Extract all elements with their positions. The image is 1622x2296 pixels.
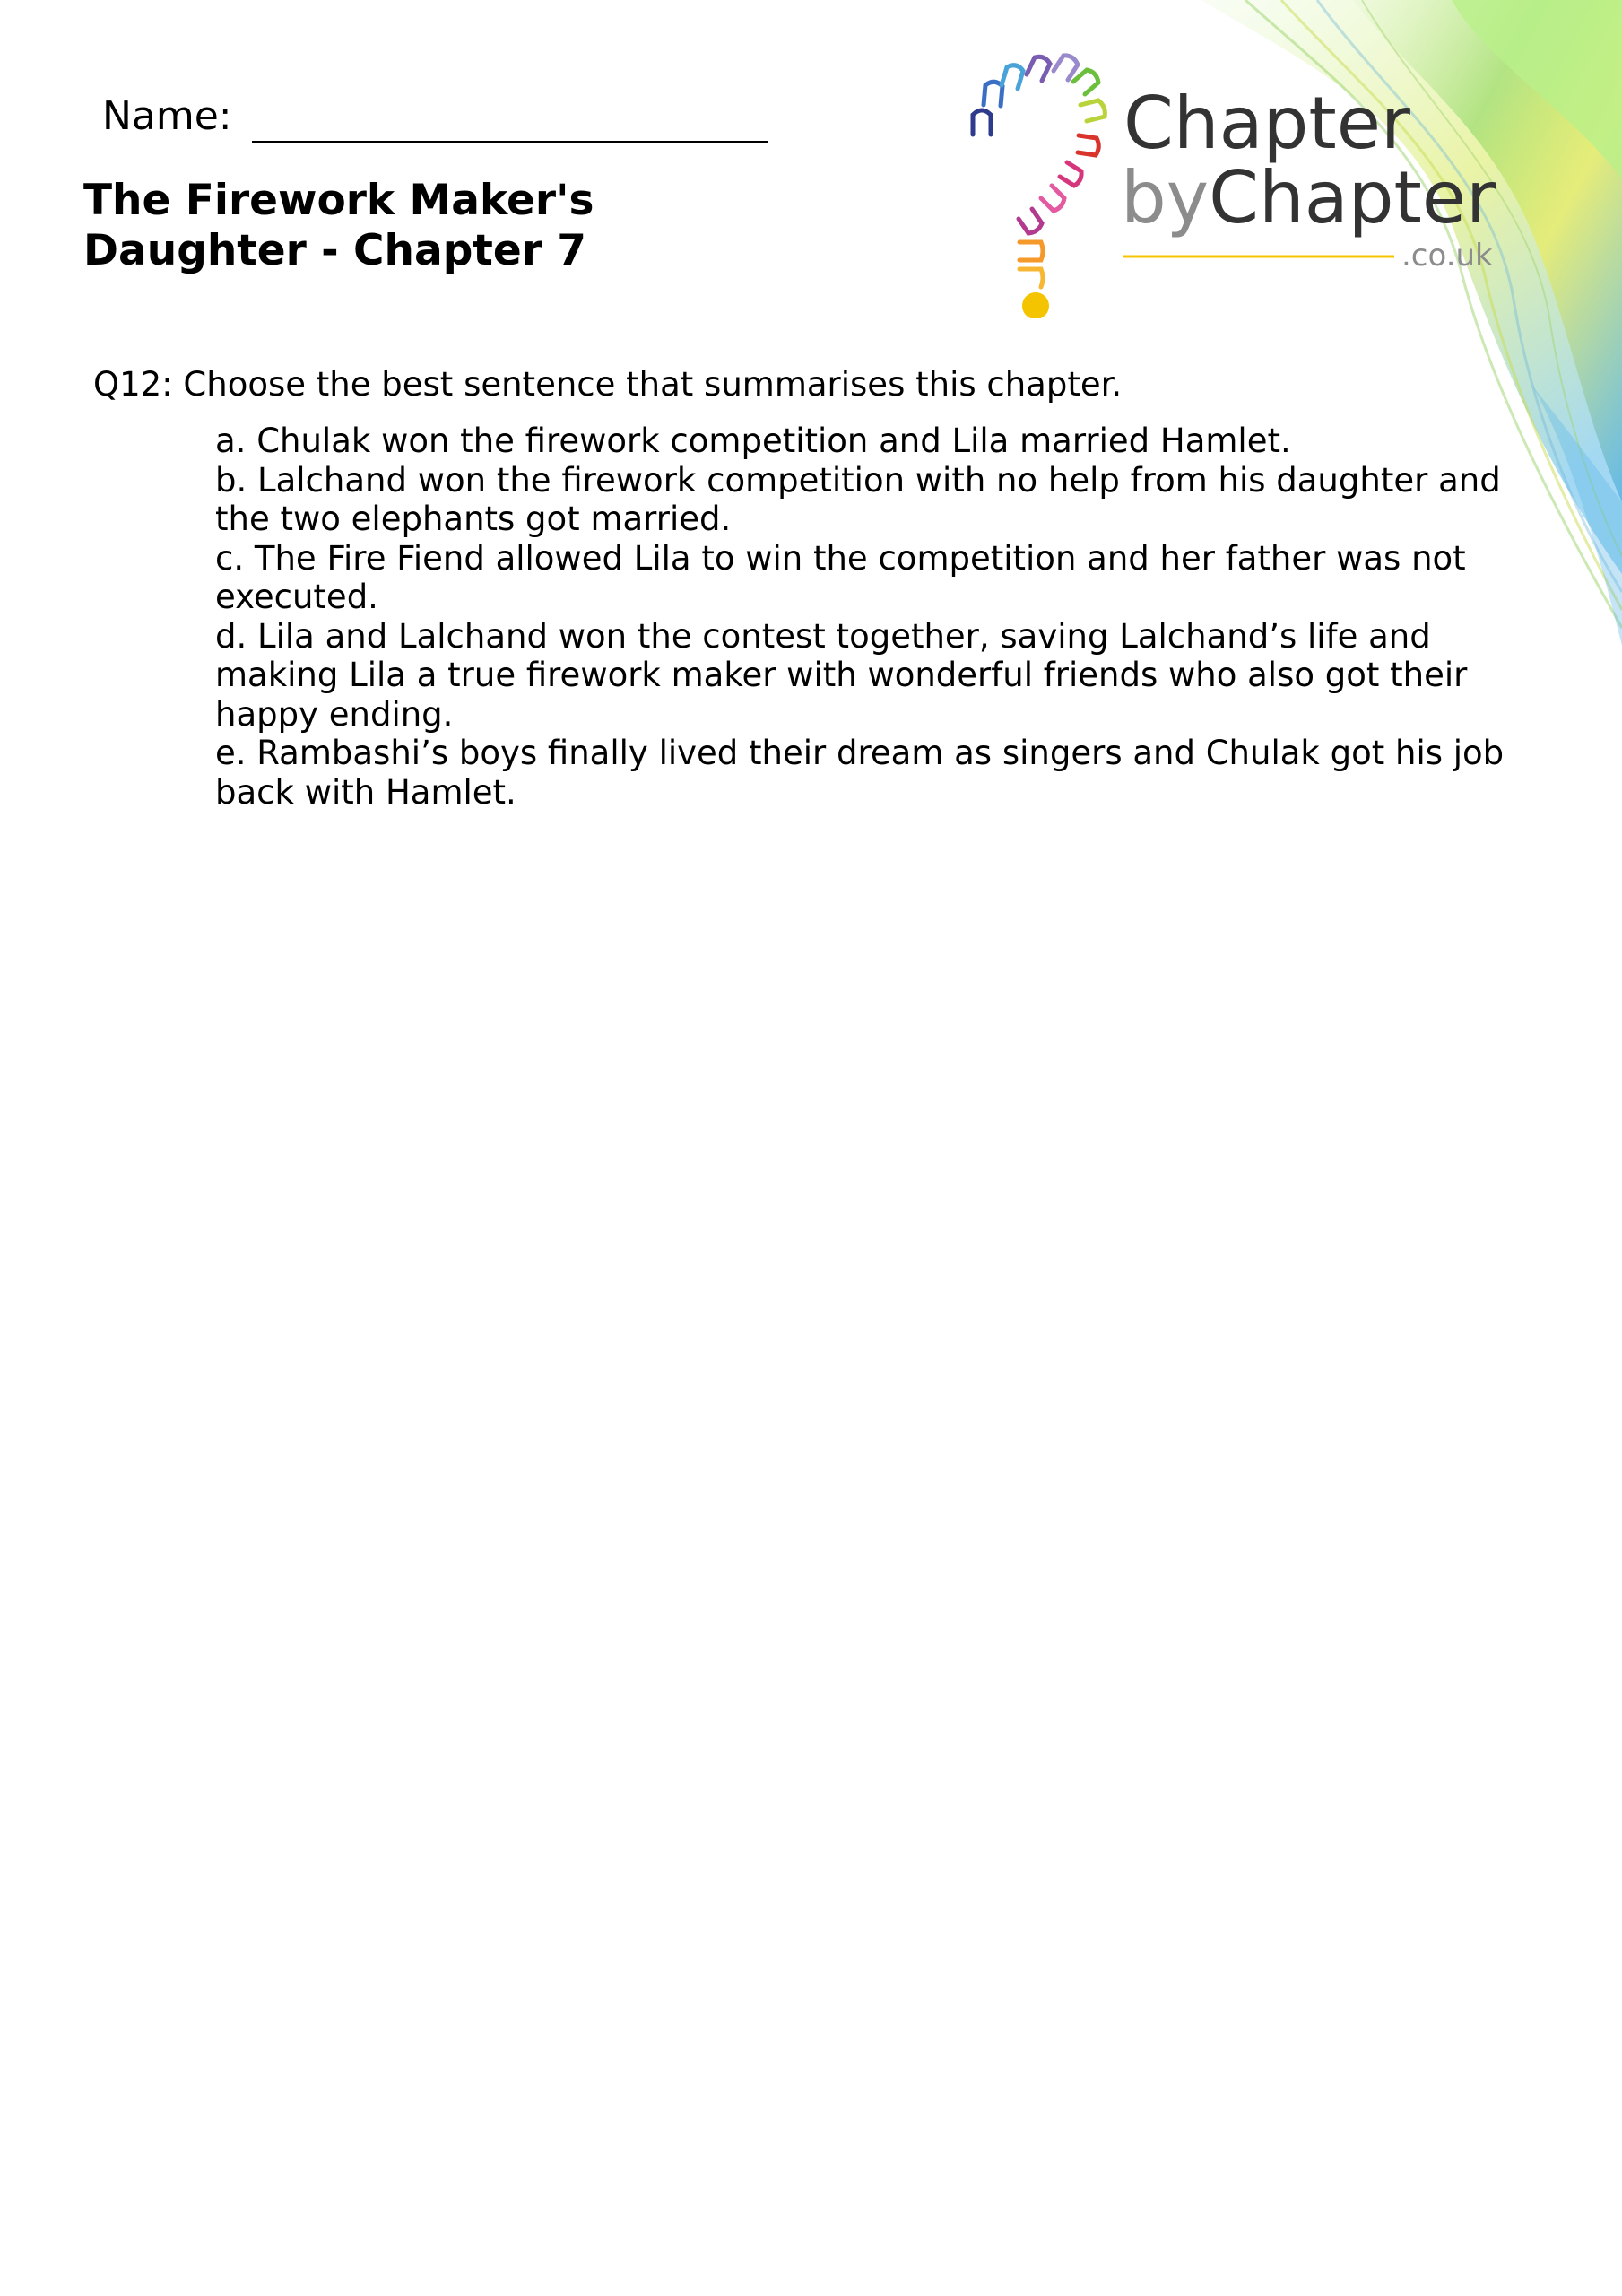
option-e: e. Rambashi’s boys finally lived their dream as singers and Chulak got his job back with Hamlet. xyxy=(215,734,1505,812)
logo-domain-text: .co.uk xyxy=(1401,238,1493,274)
title-line-2: Daughter - Chapter 7 xyxy=(83,226,586,275)
name-label: Name: xyxy=(102,93,232,139)
logo-chapter-text: Chapter xyxy=(1123,82,1410,165)
answer-options xyxy=(215,422,1506,812)
logo-by-chapter-text: byChapter xyxy=(1121,156,1496,239)
option-c: c. The Fire Fiend allowed Lila to win the competition and her father was not executed. xyxy=(215,538,1466,616)
question-text: Q12: Choose the best sentence that summarises this chapter. xyxy=(93,365,1123,404)
name-line xyxy=(252,96,768,144)
option-d: d. Lila and Lalchand won the contest together, saving Lalchand’s life and making Lila a true firework maker with wonderful friends who also got their happy ending. xyxy=(215,616,1468,734)
book-question-mark-icon xyxy=(973,56,1105,287)
title-line-1: The Firework Maker's xyxy=(83,176,594,225)
logo-dot xyxy=(1022,292,1049,318)
worksheet-title xyxy=(83,176,711,276)
option-b: b. Lalchand won the firework competition with no help from his daughter and the two elephants got married. xyxy=(215,460,1501,538)
option-a: a. Chulak won the firework competition and Lila married Hamlet. xyxy=(215,422,1291,460)
name-field xyxy=(102,90,768,144)
chapter-by-chapter-logo xyxy=(964,49,1538,318)
